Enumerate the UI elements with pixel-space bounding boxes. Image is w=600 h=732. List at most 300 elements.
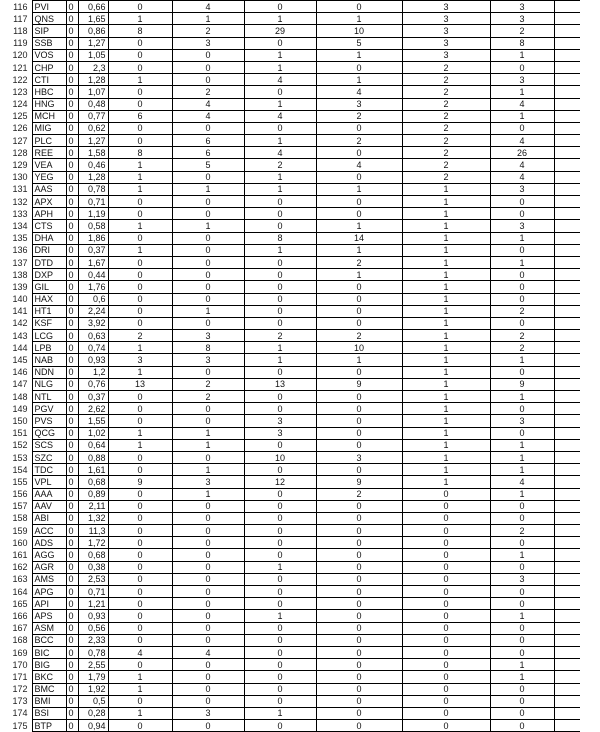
count-cell-3[interactable]: 0 [244,37,316,49]
count-cell-3[interactable]: 1 [244,561,316,573]
count-cell-2[interactable]: 3 [172,354,244,366]
count-cell-3[interactable]: 0 [244,208,316,220]
count-cell-2[interactable]: 0 [172,244,244,256]
count-cell-1[interactable]: 0 [108,512,172,524]
count-cell-6[interactable]: 2 [490,525,554,537]
count-cell-4[interactable]: 10 [316,25,402,37]
ticker-cell[interactable]: HNG [32,98,66,110]
ratio-cell[interactable]: 0,88 [78,451,108,463]
count-cell-3[interactable]: 29 [244,25,316,37]
ticker-cell[interactable]: LPB [32,342,66,354]
count-cell-3[interactable]: 0 [244,366,316,378]
count-cell-4[interactable]: 10 [316,342,402,354]
zero-cell[interactable]: 0 [66,232,78,244]
count-cell-3[interactable]: 0 [244,598,316,610]
ratio-cell[interactable]: 1,02 [78,427,108,439]
count-cell-2[interactable]: 1 [172,183,244,195]
count-cell-5[interactable]: 0 [402,671,490,683]
count-cell-2[interactable]: 1 [172,439,244,451]
empty-cell[interactable] [554,634,580,646]
empty-cell[interactable] [554,171,580,183]
empty-cell[interactable] [554,488,580,500]
ratio-cell[interactable]: 0,77 [78,110,108,122]
ticker-cell[interactable]: MCH [32,110,66,122]
ticker-cell[interactable]: SZC [32,451,66,463]
count-cell-6[interactable]: 1 [490,488,554,500]
zero-cell[interactable]: 0 [66,220,78,232]
ticker-cell[interactable]: BMI [32,695,66,707]
count-cell-5[interactable]: 0 [402,598,490,610]
count-cell-5[interactable]: 2 [402,74,490,86]
count-cell-4[interactable]: 2 [316,488,402,500]
ticker-cell[interactable]: CHP [32,61,66,73]
count-cell-2[interactable]: 0 [172,256,244,268]
ticker-cell[interactable]: ASM [32,622,66,634]
count-cell-1[interactable]: 1 [108,220,172,232]
count-cell-1[interactable]: 0 [108,720,172,732]
ticker-cell[interactable]: SIP [32,25,66,37]
ratio-cell[interactable]: 0,71 [78,586,108,598]
zero-cell[interactable]: 0 [66,439,78,451]
count-cell-2[interactable]: 1 [172,427,244,439]
count-cell-1[interactable]: 0 [108,525,172,537]
count-cell-3[interactable]: 1 [244,98,316,110]
empty-cell[interactable] [554,622,580,634]
ratio-cell[interactable]: 1,92 [78,683,108,695]
zero-cell[interactable]: 0 [66,269,78,281]
count-cell-4[interactable]: 0 [316,61,402,73]
count-cell-4[interactable]: 0 [316,439,402,451]
count-cell-6[interactable]: 1 [490,256,554,268]
count-cell-3[interactable]: 0 [244,720,316,732]
count-cell-6[interactable]: 1 [490,49,554,61]
empty-cell[interactable] [554,403,580,415]
count-cell-5[interactable]: 2 [402,61,490,73]
count-cell-2[interactable]: 0 [172,598,244,610]
zero-cell[interactable]: 0 [66,415,78,427]
zero-cell[interactable]: 0 [66,196,78,208]
empty-cell[interactable] [554,525,580,537]
count-cell-3[interactable]: 0 [244,403,316,415]
count-cell-6[interactable]: 3 [490,74,554,86]
count-cell-6[interactable]: 1 [490,671,554,683]
count-cell-6[interactable]: 0 [490,586,554,598]
empty-cell[interactable] [554,220,580,232]
ratio-cell[interactable]: 1,67 [78,256,108,268]
count-cell-4[interactable]: 0 [316,196,402,208]
count-cell-3[interactable]: 0 [244,464,316,476]
count-cell-3[interactable]: 1 [244,342,316,354]
count-cell-1[interactable]: 1 [108,366,172,378]
count-cell-6[interactable]: 0 [490,281,554,293]
ticker-cell[interactable]: NAB [32,354,66,366]
zero-cell[interactable]: 0 [66,171,78,183]
count-cell-2[interactable]: 0 [172,695,244,707]
count-cell-2[interactable]: 4 [172,646,244,658]
count-cell-2[interactable]: 0 [172,196,244,208]
count-cell-1[interactable]: 1 [108,171,172,183]
ratio-cell[interactable]: 1,19 [78,208,108,220]
empty-cell[interactable] [554,317,580,329]
count-cell-1[interactable]: 0 [108,281,172,293]
zero-cell[interactable]: 0 [66,61,78,73]
count-cell-1[interactable]: 0 [108,586,172,598]
empty-cell[interactable] [554,561,580,573]
count-cell-1[interactable]: 0 [108,232,172,244]
count-cell-2[interactable]: 0 [172,659,244,671]
count-cell-1[interactable]: 4 [108,646,172,658]
zero-cell[interactable]: 0 [66,305,78,317]
count-cell-2[interactable]: 0 [172,683,244,695]
zero-cell[interactable]: 0 [66,317,78,329]
count-cell-2[interactable]: 0 [172,208,244,220]
count-cell-4[interactable]: 2 [316,135,402,147]
count-cell-1[interactable]: 0 [108,403,172,415]
zero-cell[interactable]: 0 [66,659,78,671]
ticker-cell[interactable]: APS [32,610,66,622]
zero-cell[interactable]: 0 [66,110,78,122]
ratio-cell[interactable]: 0,38 [78,561,108,573]
count-cell-6[interactable]: 3 [490,13,554,25]
count-cell-5[interactable]: 1 [402,464,490,476]
count-cell-1[interactable]: 0 [108,573,172,585]
count-cell-3[interactable]: 1 [244,183,316,195]
count-cell-3[interactable]: 1 [244,610,316,622]
zero-cell[interactable]: 0 [66,378,78,390]
count-cell-6[interactable]: 0 [490,707,554,719]
ratio-cell[interactable]: 1,79 [78,671,108,683]
count-cell-5[interactable]: 1 [402,256,490,268]
empty-cell[interactable] [554,269,580,281]
count-cell-3[interactable]: 0 [244,281,316,293]
count-cell-1[interactable]: 0 [108,49,172,61]
ticker-cell[interactable]: DHA [32,232,66,244]
count-cell-6[interactable]: 8 [490,37,554,49]
count-cell-6[interactable]: 0 [490,269,554,281]
count-cell-1[interactable]: 0 [108,415,172,427]
count-cell-4[interactable]: 0 [316,281,402,293]
count-cell-3[interactable]: 0 [244,1,316,13]
zero-cell[interactable]: 0 [66,671,78,683]
count-cell-3[interactable]: 2 [244,330,316,342]
zero-cell[interactable]: 0 [66,342,78,354]
zero-cell[interactable]: 0 [66,37,78,49]
count-cell-4[interactable]: 14 [316,232,402,244]
count-cell-4[interactable]: 1 [316,183,402,195]
count-cell-1[interactable]: 1 [108,74,172,86]
count-cell-3[interactable]: 0 [244,220,316,232]
ratio-cell[interactable]: 0,93 [78,610,108,622]
count-cell-5[interactable]: 0 [402,622,490,634]
count-cell-4[interactable]: 0 [316,427,402,439]
count-cell-1[interactable]: 1 [108,427,172,439]
ticker-cell[interactable]: BMC [32,683,66,695]
count-cell-1[interactable]: 1 [108,13,172,25]
ticker-cell[interactable]: QNS [32,13,66,25]
count-cell-6[interactable]: 3 [490,1,554,13]
empty-cell[interactable] [554,354,580,366]
zero-cell[interactable]: 0 [66,683,78,695]
count-cell-3[interactable]: 2 [244,159,316,171]
zero-cell[interactable]: 0 [66,49,78,61]
count-cell-6[interactable]: 1 [490,659,554,671]
count-cell-4[interactable]: 0 [316,610,402,622]
empty-cell[interactable] [554,707,580,719]
zero-cell[interactable]: 0 [66,500,78,512]
ratio-cell[interactable]: 1,07 [78,86,108,98]
zero-cell[interactable]: 0 [66,403,78,415]
count-cell-5[interactable]: 0 [402,525,490,537]
count-cell-2[interactable]: 4 [172,110,244,122]
count-cell-2[interactable]: 0 [172,403,244,415]
ratio-cell[interactable]: 0,48 [78,98,108,110]
count-cell-3[interactable]: 1 [244,49,316,61]
ratio-cell[interactable]: 0,74 [78,342,108,354]
zero-cell[interactable]: 0 [66,74,78,86]
zero-cell[interactable]: 0 [66,256,78,268]
count-cell-3[interactable]: 4 [244,110,316,122]
empty-cell[interactable] [554,1,580,13]
empty-cell[interactable] [554,391,580,403]
ratio-cell[interactable]: 0,94 [78,720,108,732]
count-cell-2[interactable]: 0 [172,671,244,683]
count-cell-6[interactable]: 1 [490,391,554,403]
count-cell-1[interactable]: 0 [108,659,172,671]
zero-cell[interactable]: 0 [66,122,78,134]
count-cell-3[interactable]: 10 [244,451,316,463]
ticker-cell[interactable]: BKC [32,671,66,683]
ticker-cell[interactable]: HBC [32,86,66,98]
count-cell-4[interactable]: 1 [316,220,402,232]
count-cell-5[interactable]: 1 [402,208,490,220]
ratio-cell[interactable]: 0,5 [78,695,108,707]
count-cell-4[interactable]: 4 [316,86,402,98]
count-cell-2[interactable]: 3 [172,476,244,488]
count-cell-4[interactable]: 1 [316,13,402,25]
count-cell-3[interactable]: 4 [244,74,316,86]
count-cell-3[interactable]: 0 [244,646,316,658]
count-cell-3[interactable]: 0 [244,549,316,561]
count-cell-4[interactable]: 0 [316,622,402,634]
zero-cell[interactable]: 0 [66,695,78,707]
count-cell-4[interactable]: 0 [316,646,402,658]
count-cell-4[interactable]: 0 [316,549,402,561]
ticker-cell[interactable]: BTP [32,720,66,732]
count-cell-3[interactable]: 0 [244,293,316,305]
ticker-cell[interactable]: AGR [32,561,66,573]
ticker-cell[interactable]: MIG [32,122,66,134]
zero-cell[interactable]: 0 [66,427,78,439]
count-cell-3[interactable]: 0 [244,512,316,524]
empty-cell[interactable] [554,147,580,159]
count-cell-3[interactable]: 4 [244,147,316,159]
count-cell-6[interactable]: 0 [490,293,554,305]
count-cell-5[interactable]: 1 [402,476,490,488]
count-cell-2[interactable]: 4 [172,1,244,13]
empty-cell[interactable] [554,610,580,622]
count-cell-5[interactable]: 3 [402,37,490,49]
count-cell-2[interactable]: 1 [172,305,244,317]
count-cell-6[interactable]: 0 [490,683,554,695]
ticker-cell[interactable]: LCG [32,330,66,342]
empty-cell[interactable] [554,342,580,354]
count-cell-1[interactable]: 3 [108,354,172,366]
count-cell-1[interactable]: 0 [108,98,172,110]
ticker-cell[interactable]: QCG [32,427,66,439]
ticker-cell[interactable]: ABI [32,512,66,524]
count-cell-5[interactable]: 1 [402,244,490,256]
ratio-cell[interactable]: 0,68 [78,549,108,561]
ticker-cell[interactable]: ACC [32,525,66,537]
ratio-cell[interactable]: 0,93 [78,354,108,366]
count-cell-2[interactable]: 0 [172,317,244,329]
ratio-cell[interactable]: 0,78 [78,646,108,658]
zero-cell[interactable]: 0 [66,281,78,293]
empty-cell[interactable] [554,110,580,122]
ticker-cell[interactable]: AAA [32,488,66,500]
count-cell-6[interactable]: 2 [490,305,554,317]
count-cell-5[interactable]: 2 [402,86,490,98]
count-cell-6[interactable]: 0 [490,622,554,634]
zero-cell[interactable]: 0 [66,610,78,622]
count-cell-1[interactable]: 0 [108,549,172,561]
count-cell-5[interactable]: 0 [402,683,490,695]
zero-cell[interactable]: 0 [66,183,78,195]
count-cell-3[interactable]: 12 [244,476,316,488]
count-cell-4[interactable]: 0 [316,208,402,220]
count-cell-6[interactable]: 3 [490,183,554,195]
count-cell-3[interactable]: 0 [244,86,316,98]
zero-cell[interactable]: 0 [66,598,78,610]
count-cell-5[interactable]: 1 [402,293,490,305]
count-cell-1[interactable]: 0 [108,598,172,610]
count-cell-1[interactable]: 2 [108,330,172,342]
ratio-cell[interactable]: 3,92 [78,317,108,329]
empty-cell[interactable] [554,476,580,488]
empty-cell[interactable] [554,366,580,378]
count-cell-6[interactable]: 4 [490,476,554,488]
count-cell-4[interactable]: 5 [316,37,402,49]
count-cell-6[interactable]: 1 [490,232,554,244]
count-cell-6[interactable]: 0 [490,61,554,73]
count-cell-1[interactable]: 8 [108,25,172,37]
count-cell-6[interactable]: 0 [490,598,554,610]
ratio-cell[interactable]: 0,6 [78,293,108,305]
count-cell-4[interactable]: 0 [316,659,402,671]
count-cell-5[interactable]: 0 [402,549,490,561]
count-cell-6[interactable]: 1 [490,354,554,366]
count-cell-2[interactable]: 2 [172,86,244,98]
count-cell-1[interactable]: 1 [108,671,172,683]
count-cell-3[interactable]: 0 [244,695,316,707]
count-cell-3[interactable]: 0 [244,671,316,683]
count-cell-4[interactable]: 0 [316,586,402,598]
zero-cell[interactable]: 0 [66,1,78,13]
count-cell-6[interactable]: 0 [490,317,554,329]
count-cell-2[interactable]: 0 [172,573,244,585]
ticker-cell[interactable]: DTD [32,256,66,268]
count-cell-6[interactable]: 1 [490,86,554,98]
ratio-cell[interactable]: 2,3 [78,61,108,73]
count-cell-1[interactable]: 0 [108,695,172,707]
ratio-cell[interactable]: 1,55 [78,415,108,427]
count-cell-5[interactable]: 1 [402,196,490,208]
count-cell-6[interactable]: 0 [490,244,554,256]
ticker-cell[interactable]: PVI [32,1,66,13]
count-cell-4[interactable]: 0 [316,573,402,585]
count-cell-6[interactable]: 2 [490,330,554,342]
count-cell-3[interactable]: 0 [244,305,316,317]
count-cell-1[interactable]: 6 [108,110,172,122]
ticker-cell[interactable]: APX [32,196,66,208]
empty-cell[interactable] [554,695,580,707]
count-cell-2[interactable]: 0 [172,366,244,378]
count-cell-3[interactable]: 0 [244,317,316,329]
zero-cell[interactable]: 0 [66,549,78,561]
ticker-cell[interactable]: PVS [32,415,66,427]
count-cell-4[interactable]: 0 [316,598,402,610]
zero-cell[interactable]: 0 [66,488,78,500]
count-cell-4[interactable]: 0 [316,391,402,403]
zero-cell[interactable]: 0 [66,512,78,524]
ticker-cell[interactable]: API [32,598,66,610]
empty-cell[interactable] [554,13,580,25]
count-cell-1[interactable]: 0 [108,86,172,98]
count-cell-3[interactable]: 0 [244,537,316,549]
zero-cell[interactable]: 0 [66,646,78,658]
ratio-cell[interactable]: 1,76 [78,281,108,293]
count-cell-1[interactable]: 0 [108,500,172,512]
count-cell-5[interactable]: 1 [402,305,490,317]
zero-cell[interactable]: 0 [66,244,78,256]
zero-cell[interactable]: 0 [66,525,78,537]
count-cell-1[interactable]: 0 [108,61,172,73]
ratio-cell[interactable]: 1,32 [78,512,108,524]
count-cell-2[interactable]: 2 [172,391,244,403]
count-cell-1[interactable]: 0 [108,256,172,268]
ratio-cell[interactable]: 0,86 [78,25,108,37]
zero-cell[interactable]: 0 [66,330,78,342]
count-cell-2[interactable]: 0 [172,49,244,61]
count-cell-6[interactable]: 4 [490,171,554,183]
count-cell-3[interactable]: 1 [244,244,316,256]
count-cell-5[interactable]: 2 [402,159,490,171]
ticker-cell[interactable]: KSF [32,317,66,329]
count-cell-6[interactable]: 0 [490,512,554,524]
ticker-cell[interactable]: AAV [32,500,66,512]
count-cell-5[interactable]: 1 [402,378,490,390]
count-cell-4[interactable]: 0 [316,512,402,524]
count-cell-4[interactable]: 1 [316,74,402,86]
count-cell-3[interactable]: 0 [244,391,316,403]
zero-cell[interactable]: 0 [66,391,78,403]
count-cell-1[interactable]: 0 [108,305,172,317]
count-cell-5[interactable]: 0 [402,720,490,732]
count-cell-5[interactable]: 1 [402,220,490,232]
count-cell-6[interactable]: 0 [490,403,554,415]
empty-cell[interactable] [554,74,580,86]
count-cell-5[interactable]: 2 [402,110,490,122]
count-cell-5[interactable]: 1 [402,232,490,244]
ticker-cell[interactable]: HT1 [32,305,66,317]
count-cell-1[interactable]: 1 [108,683,172,695]
count-cell-2[interactable]: 0 [172,610,244,622]
count-cell-4[interactable]: 1 [316,269,402,281]
count-cell-3[interactable]: 1 [244,61,316,73]
count-cell-3[interactable]: 0 [244,586,316,598]
count-cell-2[interactable]: 3 [172,330,244,342]
zero-cell[interactable]: 0 [66,147,78,159]
